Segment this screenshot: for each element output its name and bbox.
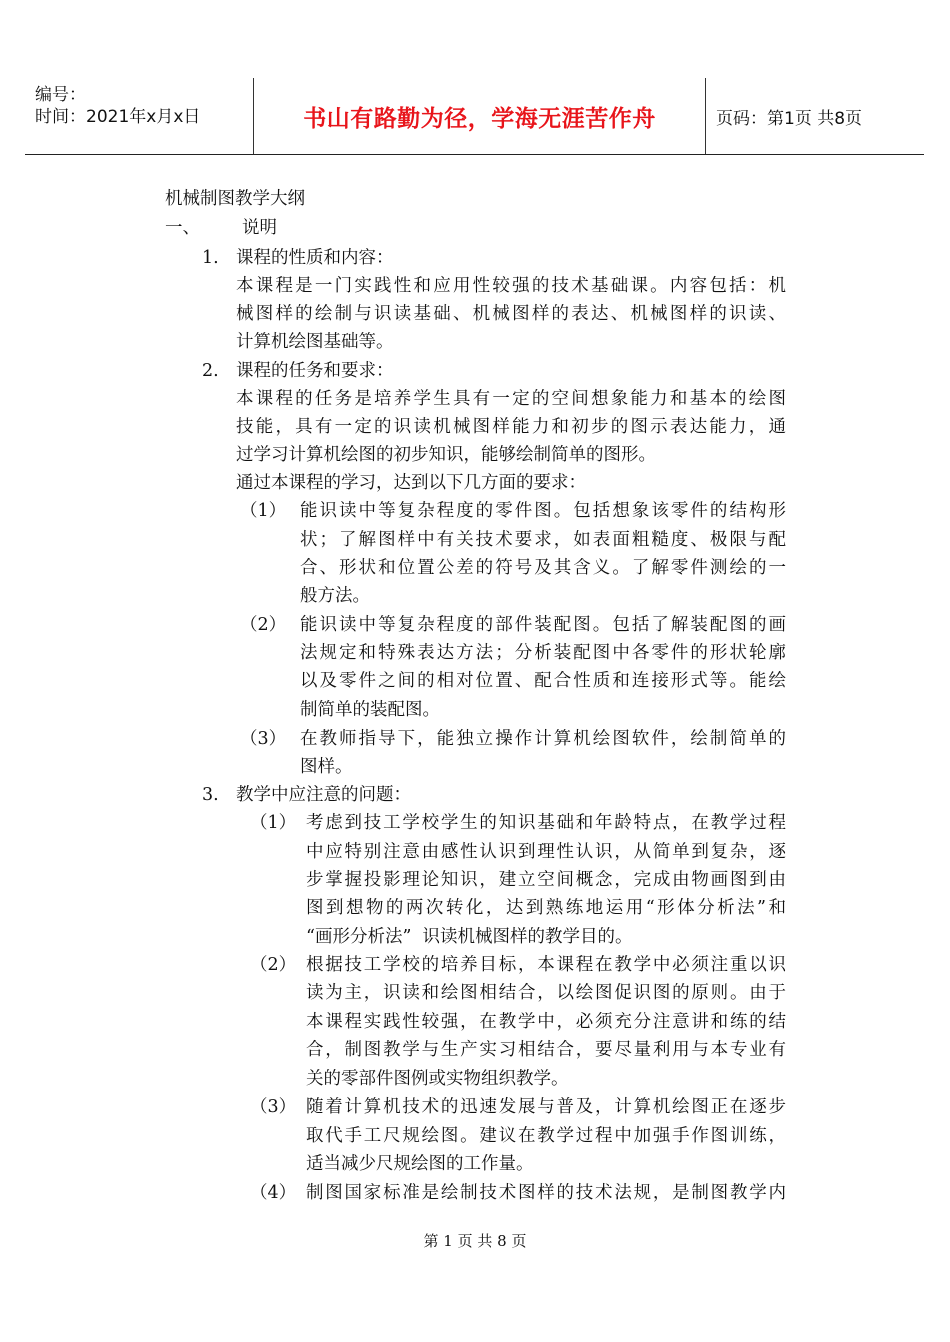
item-number: 1. xyxy=(202,248,219,268)
list-line: 适当减少尺规绘图的工作量。 xyxy=(306,1154,534,1174)
item-title: 课程的性质和内容： xyxy=(236,248,394,268)
list-number: （2） xyxy=(240,615,287,635)
list-line: 以及零件之间的相对位置、配合性质和连接形式等。能绘 xyxy=(300,671,786,691)
item-title: 课程的任务和要求： xyxy=(236,361,394,381)
paragraph-line: 械图样的绘制与识读基础、机械图样的表达、机械图样的识读、 xyxy=(236,304,786,324)
document-header xyxy=(25,78,924,155)
section-title: 说明 xyxy=(242,218,277,238)
list-line: 图样。 xyxy=(300,757,353,777)
list-line: 考虑到技工学校学生的知识基础和年龄特点，在教学过程 xyxy=(306,813,786,833)
item-number: 2. xyxy=(202,361,219,381)
list-number: （3） xyxy=(240,729,287,749)
time-label: 时间：2021年x月x日 xyxy=(35,107,201,127)
list-number: （1） xyxy=(250,813,297,833)
header-motto: 书山有路勤为径，学海无涯苦作舟 xyxy=(303,105,656,132)
list-line: 随着计算机技术的迅速发展与普及，计算机绘图正在逐步 xyxy=(306,1097,786,1117)
list-line: “画形分析法” 识读机械图样的教学目的。 xyxy=(306,927,633,947)
paragraph-line: 本课程的任务是培养学生具有一定的空间想象能力和基本的绘图 xyxy=(236,389,786,409)
item-title: 教学中应注意的问题： xyxy=(236,785,411,805)
list-line: 本课程实践性较强，在教学中，必须充分注意讲和练的结 xyxy=(306,1012,786,1032)
list-line: 制图国家标准是绘制技术图样的技术法规，是制图教学内 xyxy=(306,1183,786,1203)
paragraph-line: 计算机绘图基础等。 xyxy=(236,332,394,352)
list-line: 读为主，识读和绘图相结合，以绘图促识图的原则。由于 xyxy=(306,983,786,1003)
item-number: 3. xyxy=(202,785,219,805)
paragraph-line: 通过本课程的学习，达到以下几方面的要求： xyxy=(236,473,586,493)
list-line: 根据技工学校的培养目标，本课程在教学中必须注重以识 xyxy=(306,955,786,975)
list-line: 能识读中等复杂程度的零件图。包括想象该零件的结构形 xyxy=(300,501,786,521)
paragraph-line: 技能，具有一定的识读机械图样能力和初步的图示表达能力，通 xyxy=(236,417,786,437)
list-line: 状；了解图样中有关技术要求，如表面粗糙度、极限与配 xyxy=(300,530,786,550)
list-line: 能识读中等复杂程度的部件装配图。包括了解装配图的画 xyxy=(300,615,786,635)
list-number: （2） xyxy=(250,955,297,975)
list-line: 图到想物的两次转化，达到熟练地运用“形体分析法”和 xyxy=(306,898,786,918)
list-number: （1） xyxy=(240,501,287,521)
list-line: 合，制图教学与生产实习相结合，要尽量利用与本专业有 xyxy=(306,1040,786,1060)
list-line: 般方法。 xyxy=(300,586,370,606)
list-number: （3） xyxy=(250,1097,297,1117)
page-footer: 第 1 页 共 8 页 xyxy=(423,1232,527,1250)
list-line: 关的零部件图例或实物组织教学。 xyxy=(306,1069,569,1089)
header-page-info: 页码：第1页 共8页 xyxy=(716,108,863,129)
list-line: 在教师指导下，能独立操作计算机绘图软件，绘制简单的 xyxy=(300,729,786,749)
list-line: 中应特别注意由感性认识到理性认识，从简单到复杂，逐 xyxy=(306,842,786,862)
list-line: 步掌握投影理论知识，建立空间概念，完成由物画图到由 xyxy=(306,870,786,890)
section-number: 一、 xyxy=(165,218,200,238)
code-label: 编号： xyxy=(35,85,86,105)
list-line: 制简单的装配图。 xyxy=(300,700,440,720)
list-line: 法规定和特殊表达方法；分析装配图中各零件的形状轮廓 xyxy=(300,643,786,663)
document-title: 机械制图教学大纲 xyxy=(165,189,305,209)
header-meta xyxy=(25,78,253,154)
paragraph-line: 过学习计算机绘图的初步知识，能够绘制简单的图形。 xyxy=(236,445,656,465)
list-line: 取代手工尺规绘图。建议在教学过程中加强手作图训练， xyxy=(306,1126,786,1146)
paragraph-line: 本课程是一门实践性和应用性较强的技术基础课。内容包括：机 xyxy=(236,276,786,296)
list-number: （4） xyxy=(250,1183,297,1203)
list-line: 合、形状和位置公差的符号及其含义。了解零件测绘的一 xyxy=(300,558,786,578)
